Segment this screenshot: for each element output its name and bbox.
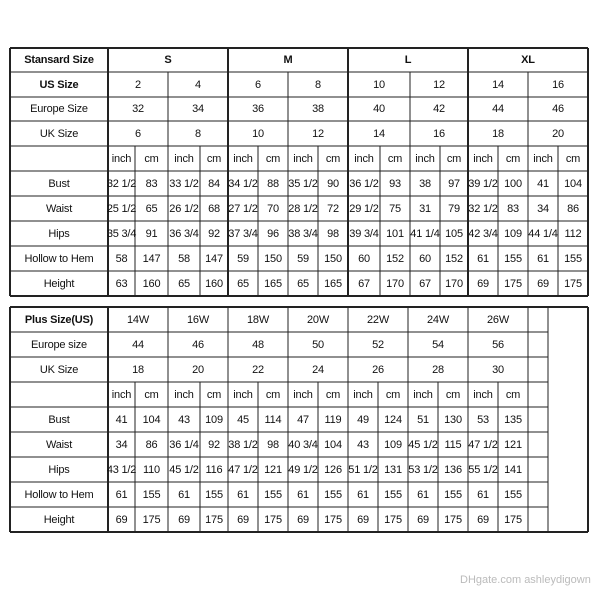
measurement-value: 38 (419, 177, 431, 190)
measurement-value: 101 (386, 227, 404, 240)
unit-header: cm (325, 388, 341, 401)
row-europe-size-value: 52 (372, 338, 384, 351)
row-uk-size-value: 30 (492, 363, 504, 376)
measurement-value: 155 (444, 488, 462, 501)
header-plus-size-value: 20W (306, 313, 330, 326)
row-uk-size-value: 14 (373, 127, 385, 140)
measurement-value: 70 (267, 202, 279, 215)
row-uk-size-value: 20 (552, 127, 564, 140)
measurement-value: 31 (419, 202, 431, 215)
measurement-value: 109 (384, 438, 402, 451)
measurement-value: 41 1/4 (410, 227, 440, 240)
row-uk-size-value: 16 (433, 127, 445, 140)
measurement-value: 121 (504, 438, 522, 451)
measurement-value: 98 (267, 438, 279, 451)
row-europe-size-value: 34 (192, 103, 204, 115)
measurement-value: 141 (504, 463, 522, 476)
measurement-value: 170 (386, 277, 404, 290)
row-europe-size-value: 48 (252, 338, 264, 351)
measurement-value: 61 (417, 488, 429, 501)
measurement-value: 86 (567, 202, 579, 215)
header-size-group: M (283, 54, 293, 66)
measurement-value: 160 (142, 277, 161, 290)
measurement-value: 43 1/2 (106, 463, 137, 476)
row-us-size-value: 8 (315, 78, 321, 91)
unit-header: inch (293, 388, 313, 401)
row-us-size-value: 12 (433, 78, 445, 91)
row-us-size-value: 2 (135, 78, 141, 91)
measurement-value: 155 (142, 488, 161, 501)
unit-header: cm (144, 388, 159, 401)
measurement-value: 65 (178, 277, 190, 290)
header-standard-size: Stansard Size (24, 54, 94, 66)
unit-header: inch (353, 388, 373, 401)
measurement-value: 61 (477, 488, 489, 501)
measurement-value: 83 (507, 202, 519, 215)
measurement-label: Height (43, 277, 75, 290)
unit-header: inch (233, 388, 253, 401)
measurement-value: 104 (564, 177, 582, 190)
measurement-value: 109 (205, 413, 223, 426)
measurement-value: 45 (237, 413, 249, 426)
measurement-value: 34 (115, 438, 128, 451)
measurement-value: 61 (477, 252, 489, 265)
measurement-value: 55 1/2 (468, 463, 498, 476)
measurement-value: 41 (115, 413, 128, 426)
header-size-group: L (404, 54, 412, 66)
measurement-value: 34 1/2 (228, 177, 258, 190)
measurement-value: 175 (264, 513, 282, 526)
measurement-value: 112 (564, 227, 582, 240)
measurement-value: 135 (504, 413, 522, 426)
measurement-value: 110 (143, 463, 160, 476)
unit-header: cm (265, 152, 281, 165)
row-uk-size-value: 20 (192, 363, 204, 376)
row-us-size-value: 14 (492, 78, 504, 91)
measurement-value: 51 1/2 (348, 463, 378, 476)
row-uk-size-value: 22 (252, 363, 264, 376)
measurement-label: Waist (45, 438, 73, 451)
measurement-value: 61 (297, 488, 309, 501)
measurement-value: 37 3/4 (228, 227, 258, 240)
measurement-value: 58 (178, 252, 190, 265)
header-plus-size-value: 18W (246, 313, 270, 326)
measurement-value: 109 (504, 227, 522, 240)
measurement-value: 47 1/2 (228, 463, 258, 476)
measurement-value: 155 (205, 488, 223, 501)
measurement-value: 130 (444, 413, 462, 426)
row-europe-size-label: Europe size (31, 338, 87, 351)
unit-header: cm (505, 388, 521, 401)
unit-header: inch (413, 388, 433, 401)
measurement-value: 65 (297, 277, 309, 290)
measurement-value: 60 (358, 252, 370, 265)
measurement-value: 136 (444, 463, 462, 476)
measurement-value: 69 (477, 513, 489, 526)
measurement-value: 32 1/2 (468, 202, 498, 215)
measurement-value: 96 (267, 227, 279, 240)
row-us-size-value: 16 (552, 78, 564, 91)
unit-header: cm (265, 388, 281, 401)
unit-header: inch (111, 152, 132, 165)
row-uk-size-value: 10 (252, 127, 264, 140)
header-size-group: S (164, 54, 172, 66)
measurement-value: 104 (324, 438, 342, 451)
row-uk-size-value: 8 (195, 127, 201, 140)
row-europe-size-value: 46 (192, 338, 204, 351)
measurement-value: 72 (327, 202, 339, 215)
unit-header: inch (415, 152, 435, 165)
measurement-value: 90 (327, 177, 339, 190)
measurement-value: 165 (324, 277, 342, 290)
measurement-value: 60 (419, 252, 431, 265)
row-us-size-label: US Size (39, 78, 79, 91)
measurement-value: 67 (358, 277, 370, 290)
measurement-value: 92 (208, 438, 220, 451)
measurement-value: 114 (264, 413, 282, 426)
header-plus-size-value: 16W (186, 313, 210, 326)
measurement-value: 116 (205, 463, 223, 476)
measurement-value: 165 (264, 277, 282, 290)
measurement-label: Bust (48, 413, 70, 426)
measurement-value: 49 (357, 413, 369, 426)
measurement-value: 65 (237, 277, 249, 290)
measurement-value: 59 (237, 252, 249, 265)
measurement-value: 29 1/2 (349, 202, 379, 215)
unit-header: inch (533, 152, 553, 165)
measurement-value: 27 1/2 (228, 202, 258, 215)
measurement-value: 98 (327, 227, 339, 240)
measurement-value: 83 (145, 177, 158, 190)
measurement-value: 75 (389, 202, 401, 215)
measurement-value: 175 (324, 513, 342, 526)
measurement-value: 150 (324, 252, 342, 265)
unit-header: inch (174, 388, 194, 401)
measurement-value: 175 (504, 277, 522, 290)
measurement-value: 40 3/4 (288, 438, 318, 451)
measurement-value: 61 (237, 488, 249, 501)
measurement-value: 38 1/2 (228, 438, 258, 451)
header-plus-size-value: 22W (366, 313, 390, 326)
measurement-value: 53 1/2 (408, 463, 438, 476)
row-europe-size-value: 44 (492, 103, 504, 115)
measurement-value: 69 (237, 513, 249, 526)
measurement-value: 79 (448, 202, 460, 215)
measurement-value: 58 (115, 252, 128, 265)
row-uk-size-value: 12 (312, 127, 324, 140)
measurement-value: 47 (297, 413, 309, 426)
measurement-value: 69 (477, 277, 489, 290)
unit-header: cm (505, 152, 521, 165)
row-us-size-value: 10 (373, 78, 385, 91)
measurement-value: 26 1/2 (169, 202, 199, 215)
measurement-value: 175 (504, 513, 522, 526)
row-europe-size-label: Europe Size (30, 103, 88, 115)
measurement-value: 152 (445, 252, 463, 265)
measurement-value: 61 (357, 488, 369, 501)
row-us-size-value: 4 (195, 78, 201, 91)
header-plus-size-value: 26W (486, 313, 510, 326)
measurement-value: 32 1/2 (106, 177, 137, 190)
measurement-label: Waist (45, 202, 73, 215)
measurement-value: 69 (537, 277, 549, 290)
unit-header: inch (174, 152, 194, 165)
row-europe-size-value: 36 (252, 103, 264, 115)
unit-header: inch (233, 152, 253, 165)
measurement-value: 45 1/2 (169, 463, 199, 476)
measurement-value: 25 1/2 (106, 202, 137, 215)
measurement-value: 152 (386, 252, 404, 265)
measurement-label: Hollow to Hem (24, 252, 94, 265)
measurement-value: 59 (297, 252, 309, 265)
measurement-value: 49 1/2 (288, 463, 318, 476)
row-europe-size-value: 38 (312, 103, 324, 115)
unit-header: cm (385, 388, 401, 401)
measurement-value: 155 (504, 252, 522, 265)
measurement-value: 84 (208, 177, 220, 190)
measurement-value: 28 1/2 (288, 202, 318, 215)
measurement-value: 65 (145, 202, 158, 215)
measurement-value: 35 1/2 (288, 177, 318, 190)
measurement-value: 35 3/4 (106, 227, 137, 240)
measurement-value: 100 (504, 177, 522, 190)
unit-header: cm (445, 388, 461, 401)
measurement-value: 104 (142, 413, 161, 426)
row-europe-size-value: 54 (432, 338, 444, 351)
measurement-value: 119 (324, 413, 342, 426)
unit-header: cm (206, 388, 222, 401)
unit-header: cm (206, 152, 222, 165)
measurement-value: 36 1/2 (349, 177, 379, 190)
measurement-value: 121 (264, 463, 282, 476)
measurement-value: 36 1/4 (169, 438, 199, 451)
measurement-value: 131 (384, 463, 402, 476)
row-europe-size-value: 50 (312, 338, 324, 351)
row-europe-size-value: 44 (132, 338, 144, 351)
header-plus-size-value: 24W (426, 313, 450, 326)
measurement-value: 170 (445, 277, 463, 290)
measurement-value: 47 1/2 (468, 438, 498, 451)
unit-header: inch (473, 388, 493, 401)
measurement-value: 155 (504, 488, 522, 501)
measurement-label: Hips (48, 227, 70, 240)
measurement-value: 86 (145, 438, 158, 451)
measurement-value: 91 (145, 227, 158, 240)
row-europe-size-value: 56 (492, 338, 504, 351)
unit-header: inch (354, 152, 374, 165)
measurement-value: 155 (264, 488, 282, 501)
measurement-label: Hollow to Hem (24, 488, 94, 501)
unit-header: inch (111, 388, 132, 401)
measurement-value: 69 (115, 513, 128, 526)
row-uk-size-label: UK Size (39, 127, 79, 140)
measurement-value: 69 (357, 513, 369, 526)
measurement-value: 41 (537, 177, 549, 190)
row-uk-size-value: 28 (432, 363, 444, 376)
measurement-value: 126 (324, 463, 342, 476)
row-europe-size-value: 40 (373, 103, 385, 115)
row-uk-size-value: 18 (132, 363, 144, 376)
measurement-value: 155 (384, 488, 402, 501)
measurement-value: 175 (142, 513, 161, 526)
measurement-value: 147 (142, 252, 161, 265)
unit-header: inch (473, 152, 493, 165)
row-uk-size-value: 26 (372, 363, 384, 376)
measurement-value: 69 (178, 513, 190, 526)
measurement-value: 43 (178, 413, 190, 426)
row-us-size-value: 6 (255, 78, 261, 91)
row-uk-size-value: 24 (312, 363, 324, 376)
measurement-value: 155 (564, 252, 582, 265)
measurement-value: 69 (297, 513, 309, 526)
measurement-value: 88 (267, 177, 279, 190)
measurement-value: 39 3/4 (349, 227, 379, 240)
measurement-value: 175 (564, 277, 582, 290)
watermark-text: DHgate.com ashleydigown (460, 574, 591, 586)
measurement-label: Height (43, 513, 75, 526)
measurement-value: 124 (384, 413, 402, 426)
measurement-value: 33 1/2 (169, 177, 199, 190)
measurement-value: 61 (178, 488, 190, 501)
row-europe-size-value: 42 (433, 103, 445, 115)
row-uk-size-value: 6 (135, 127, 141, 140)
measurement-value: 63 (115, 277, 128, 290)
measurement-label: Hips (48, 463, 70, 476)
measurement-value: 39 1/2 (468, 177, 498, 190)
measurement-value: 36 3/4 (169, 227, 199, 240)
measurement-value: 61 (115, 488, 128, 501)
unit-header: cm (387, 152, 403, 165)
measurement-value: 68 (208, 202, 220, 215)
measurement-value: 51 (417, 413, 429, 426)
unit-header: cm (144, 152, 159, 165)
measurement-value: 97 (448, 177, 460, 190)
measurement-label: Bust (48, 177, 70, 190)
unit-header: cm (325, 152, 341, 165)
measurement-value: 150 (264, 252, 282, 265)
row-uk-size-value: 18 (492, 127, 504, 140)
measurement-value: 92 (208, 227, 220, 240)
unit-header: inch (293, 152, 313, 165)
measurement-value: 45 1/2 (408, 438, 438, 451)
measurement-value: 69 (417, 513, 429, 526)
row-uk-size-label: UK Size (39, 363, 79, 376)
measurement-value: 93 (389, 177, 401, 190)
header-size-group: XL (521, 54, 535, 66)
measurement-value: 175 (205, 513, 223, 526)
measurement-value: 61 (537, 252, 549, 265)
measurement-value: 38 3/4 (288, 227, 318, 240)
measurement-value: 34 (537, 202, 549, 215)
row-europe-size-value: 46 (552, 103, 564, 115)
measurement-value: 67 (419, 277, 431, 290)
measurement-value: 147 (205, 252, 223, 265)
measurement-value: 160 (205, 277, 223, 290)
header-plus-size-value: 14W (126, 313, 150, 326)
measurement-value: 175 (444, 513, 462, 526)
unit-header: cm (565, 152, 581, 165)
header-plus-size: Plus Size(US) (24, 313, 94, 326)
measurement-value: 175 (384, 513, 402, 526)
measurement-value: 115 (444, 438, 462, 451)
measurement-value: 42 3/4 (468, 227, 498, 240)
measurement-value: 155 (324, 488, 342, 501)
measurement-value: 105 (445, 227, 463, 240)
unit-header: cm (446, 152, 462, 165)
measurement-value: 53 (477, 413, 489, 426)
row-europe-size-value: 32 (132, 103, 144, 115)
measurement-value: 44 1/4 (528, 227, 558, 240)
measurement-value: 43 (357, 438, 369, 451)
